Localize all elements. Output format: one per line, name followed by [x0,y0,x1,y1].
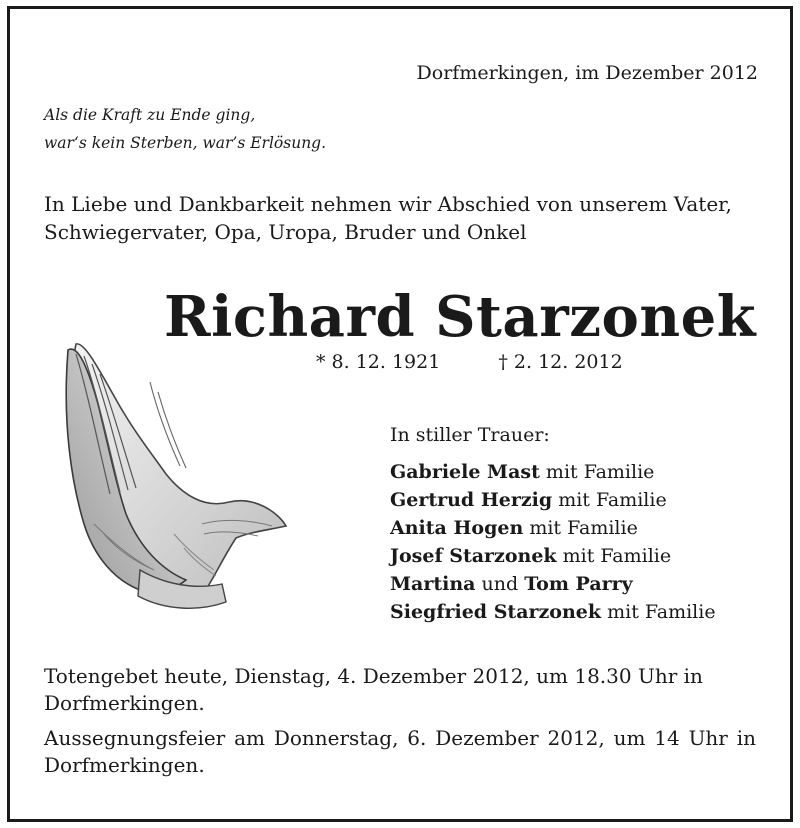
place-date: Dorfmerkingen, im Dezember 2012 [416,62,758,84]
mourners-heading: In stiller Trauer: [390,424,550,446]
mourner-suffix: mit Familie [601,601,716,623]
praying-hands-icon [54,334,304,619]
mourner-connector: und [475,573,525,595]
mourner-name: Martina [390,573,476,595]
mourner-suffix: mit Familie [552,489,667,511]
mourner-name: Tom Parry [524,573,633,595]
mourner-entry [390,570,716,598]
praying-hands-drawing [54,334,304,619]
mourner-name: Gabriele Mast [390,461,540,483]
mourner-entry [390,514,716,542]
deceased-name: Richard Starzonek [164,284,756,350]
mourner-name: Gertrud Herzig [390,489,553,511]
birth-date: * 8. 12. 1921 [316,351,441,373]
mourner-entry [390,458,716,486]
mourner-name: Josef Starzonek [390,545,557,567]
mourner-entry [390,486,716,514]
prayer-notice: Totengebet heute, Dienstag, 4. Dezember 2012, um 18.30 Uhr in Dorfmerkingen. [44,664,703,715]
mourner-entry [390,542,716,570]
mourners-block [390,421,716,626]
obituary-frame [7,6,793,822]
funeral-notice: Aussegnungsfeier am Donnerstag, 6. Dezember 2012, um 14 Uhr in Dorfmerkingen. [44,726,756,777]
life-dates [316,351,623,373]
mourner-suffix: mit Familie [556,545,672,567]
mourner-suffix: mit Familie [523,517,638,539]
mourner-name: Anita Hogen [390,517,524,539]
motto-line: war‘s kein Sterben, war’s Erlösung. [44,134,327,152]
mourner-name: Siegfried Starzonek [390,601,602,623]
mourner-suffix: mit Familie [539,461,655,483]
intro-text: In Liebe und Dankbarkeit nehmen wir Abschied von unserem Vater, Schwiegervater, Opa, Uropa, Bruder und Onkel [44,192,732,244]
motto-line: Als die Kraft zu Ende ging, [44,106,256,124]
motto [44,101,326,157]
death-date: † 2. 12. 2012 [498,351,623,373]
mourner-entry [390,598,716,626]
